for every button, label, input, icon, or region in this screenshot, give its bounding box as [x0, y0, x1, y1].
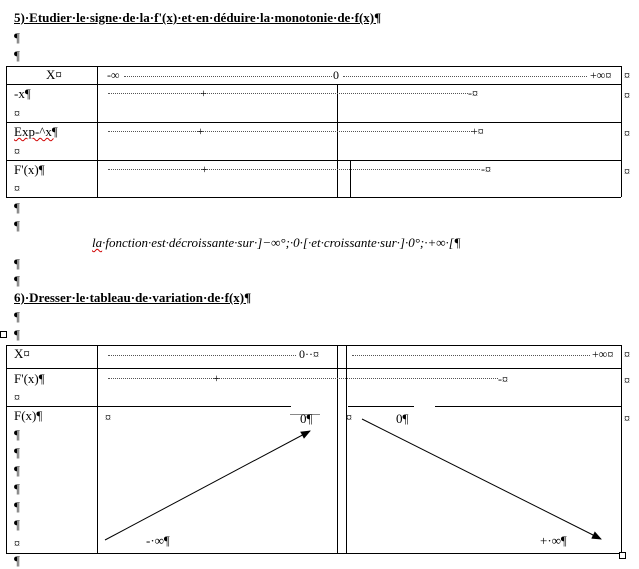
sign-plus: + [213, 371, 220, 385]
header-zero: 0 [333, 68, 339, 82]
header-plus-infinity: +∞¤ [590, 68, 612, 82]
row-end-mark: ¤ [624, 373, 630, 387]
statement-text: ·fonction·est·décroissante·sur·]−∞°;·0·[·et·croissante·sur·]·0°;·+∞·[¶ [102, 235, 461, 250]
row-end-mark: ¤ [624, 88, 630, 102]
paragraph-mark: ¶ [14, 256, 20, 271]
row-label-f: F(x)¶ [14, 408, 43, 423]
sign-minus: -¤ [468, 86, 478, 100]
value-plus-infinity: +·∞¶ [540, 533, 567, 548]
row-label-fprime: F'(x)¶ [14, 371, 45, 386]
header-x-label: X¤ [14, 346, 30, 361]
cell-marker: ¤ [105, 410, 111, 424]
header-minus-infinity: -∞ [107, 68, 120, 82]
sign-minus: -¤ [498, 372, 508, 386]
paragraph-mark: ¶ [14, 499, 20, 514]
increasing-arrow [105, 431, 310, 540]
paragraph-mark: ¶ [14, 427, 20, 442]
sign-minus: -¤ [481, 162, 491, 176]
paragraph-mark: ¶ [14, 273, 20, 288]
paragraph-mark: ¶ [14, 553, 20, 568]
paragraph-mark: ¶ [14, 327, 20, 342]
paragraph-mark: ¶ [14, 200, 20, 215]
cell-marker: ¤ [14, 536, 20, 550]
row-end-mark: ¤ [624, 347, 630, 361]
paragraph-mark: ¶ [14, 218, 20, 233]
header-zero: 0··¤ [299, 347, 319, 361]
header-plus-infinity: +∞¤ [592, 347, 614, 361]
row-end-mark: ¤ [624, 68, 630, 82]
paragraph-mark: ¶ [14, 445, 20, 460]
paragraph-mark: ¶ [14, 463, 20, 478]
value-right-limit-top: 0¶ [396, 411, 409, 426]
paragraph-mark: ¶ [14, 481, 20, 496]
value-minus-infinity: -·∞¶ [146, 533, 170, 548]
sign-plus: + [201, 162, 208, 176]
paragraph-mark: ¶ [14, 517, 20, 532]
cell-marker: ¤ [14, 106, 20, 120]
cell-marker: ¤ [346, 410, 352, 424]
sign-plus: + [200, 86, 207, 100]
row-label-fprime: F'(x)¶ [14, 162, 45, 177]
header-x-label: X¤ [46, 67, 62, 82]
value-left-limit-top: 0¶ [300, 411, 313, 426]
cell-marker: ¤ [14, 181, 20, 195]
sign-plus: +¤ [471, 124, 484, 138]
cell-marker: ¤ [14, 390, 20, 404]
row-end-mark: ¤ [624, 411, 630, 425]
row-end-mark: ¤ [624, 126, 630, 140]
paragraph-mark: ¶ [14, 48, 20, 63]
row-end-mark: ¤ [624, 164, 630, 178]
exp-label-text: Exp-^x¶ [14, 124, 58, 139]
decreasing-arrow [362, 419, 601, 539]
paragraph-mark: ¶ [14, 30, 20, 45]
paragraph-mark: ¶ [14, 309, 20, 324]
cell-marker: ¤ [14, 144, 20, 158]
section-6-heading: 6)·Dresser·le·tableau·de·variation·de·f(x)¶ [14, 290, 252, 305]
statement-prefix: la [92, 235, 103, 250]
sign-plus: + [197, 124, 204, 138]
row-label-minus-x: -x¶ [14, 86, 31, 101]
section-5-heading: 5)·Etudier·le·signe·de·la·f'(x)·et·en·déduire·la·monotonie·de·f(x)¶ [14, 10, 382, 25]
